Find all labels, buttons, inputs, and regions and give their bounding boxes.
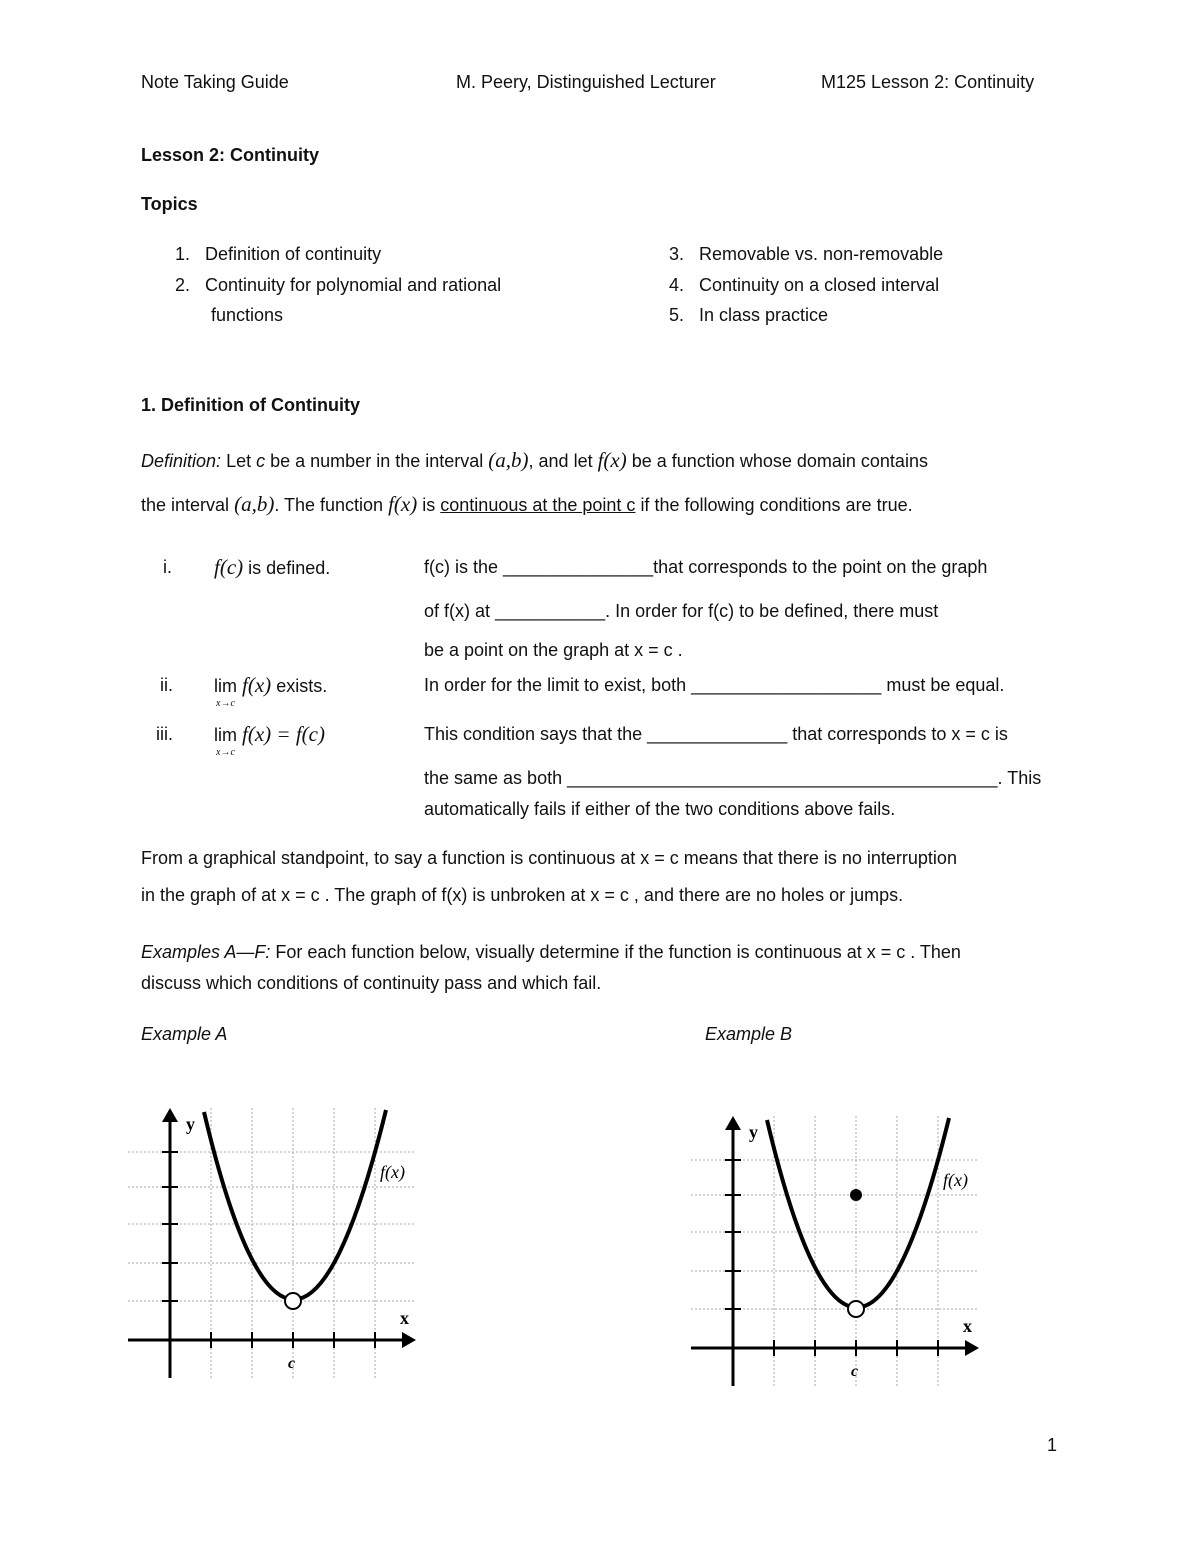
header-right: M125 Lesson 2: Continuity (821, 72, 1035, 92)
y-axis-label: y (186, 1114, 195, 1134)
function-curve (204, 1110, 386, 1300)
condition-roman: i. (163, 557, 172, 577)
lesson-title: Lesson 2: Continuity (141, 145, 320, 165)
topic-item: 2. Continuity for polynomial and rational (175, 275, 502, 295)
example-a-graph (120, 1100, 430, 1390)
condition-roman: iii. (156, 724, 173, 744)
condition-explanation: This condition says that the ______________ that corresponds to x = c is (424, 724, 1008, 744)
topic-item: 1. Definition of continuity (175, 244, 382, 264)
section-heading: 1. Definition of Continuity (141, 395, 360, 415)
condition-explanation: automatically fails if either of the two conditions above fails. (424, 799, 896, 819)
graphical-paragraph-line: in the graph of at x = c . The graph of f(x) is unbroken at x = c , and there are no holes or jumps. (141, 885, 904, 905)
condition-statement: f(c) is defined. (214, 555, 331, 579)
topics-heading: Topics (141, 194, 198, 214)
example-b-graph (683, 1108, 993, 1398)
condition-roman: ii. (160, 675, 173, 695)
example-b-label: Example B (705, 1024, 793, 1044)
condition-explanation: f(c) is the _______________that corresponds to the point on the graph (424, 557, 988, 577)
condition-statement: lim x→c f(x) = f(c) (214, 722, 325, 758)
header-center: M. Peery, Distinguished Lecturer (456, 72, 716, 92)
header-left: Note Taking Guide (141, 72, 289, 92)
example-a-label: Example A (141, 1024, 228, 1044)
topic-item: 5. In class practice (669, 305, 829, 325)
condition-statement: lim x→c f(x) exists. (214, 673, 328, 709)
definition-line-1: Definition: Let c be a number in the interval (a,b), and let f(x) be a function whose domain contains (141, 448, 928, 472)
function-label: f(x) (380, 1162, 405, 1182)
condition-explanation: the same as both ___________________________________________. This (424, 768, 1042, 788)
c-label: c (288, 1355, 296, 1372)
condition-explanation: be a point on the graph at x = c . (424, 640, 683, 660)
c-label: c (851, 1363, 859, 1380)
definition-line-2: the interval (a,b). The function f(x) is continuous at the point c if the following conditions are true. (141, 492, 913, 516)
condition-explanation: of f(x) at ___________. In order for f(c) to be defined, there must (424, 601, 939, 621)
function-label: f(x) (943, 1170, 968, 1190)
open-hole (285, 1293, 301, 1309)
graphical-paragraph-line: From a graphical standpoint, to say a function is continuous at x = c means that there is no interruption (141, 848, 957, 868)
condition-explanation: In order for the limit to exist, both ___________________ must be equal. (424, 675, 1005, 695)
examples-intro-line: Examples A—F: For each function below, visually determine if the function is continuous at x = c . Then (141, 942, 961, 962)
y-axis-label: y (749, 1122, 758, 1142)
page-number: 1 (1047, 1435, 1058, 1455)
topic-item: 3. Removable vs. non-removable (669, 244, 944, 264)
x-axis-arrow (402, 1332, 416, 1348)
open-hole (848, 1301, 864, 1317)
topic-item-continued: functions (211, 305, 284, 325)
topic-item: 4. Continuity on a closed interval (669, 275, 940, 295)
y-axis-arrow (162, 1108, 178, 1122)
x-axis-label: x (400, 1308, 409, 1328)
x-axis-label: x (963, 1316, 972, 1336)
filled-point (850, 1189, 862, 1201)
function-curve (767, 1118, 949, 1308)
y-axis-arrow (725, 1116, 741, 1130)
x-axis-arrow (965, 1340, 979, 1356)
examples-intro-line: discuss which conditions of continuity pass and which fail. (141, 973, 602, 993)
